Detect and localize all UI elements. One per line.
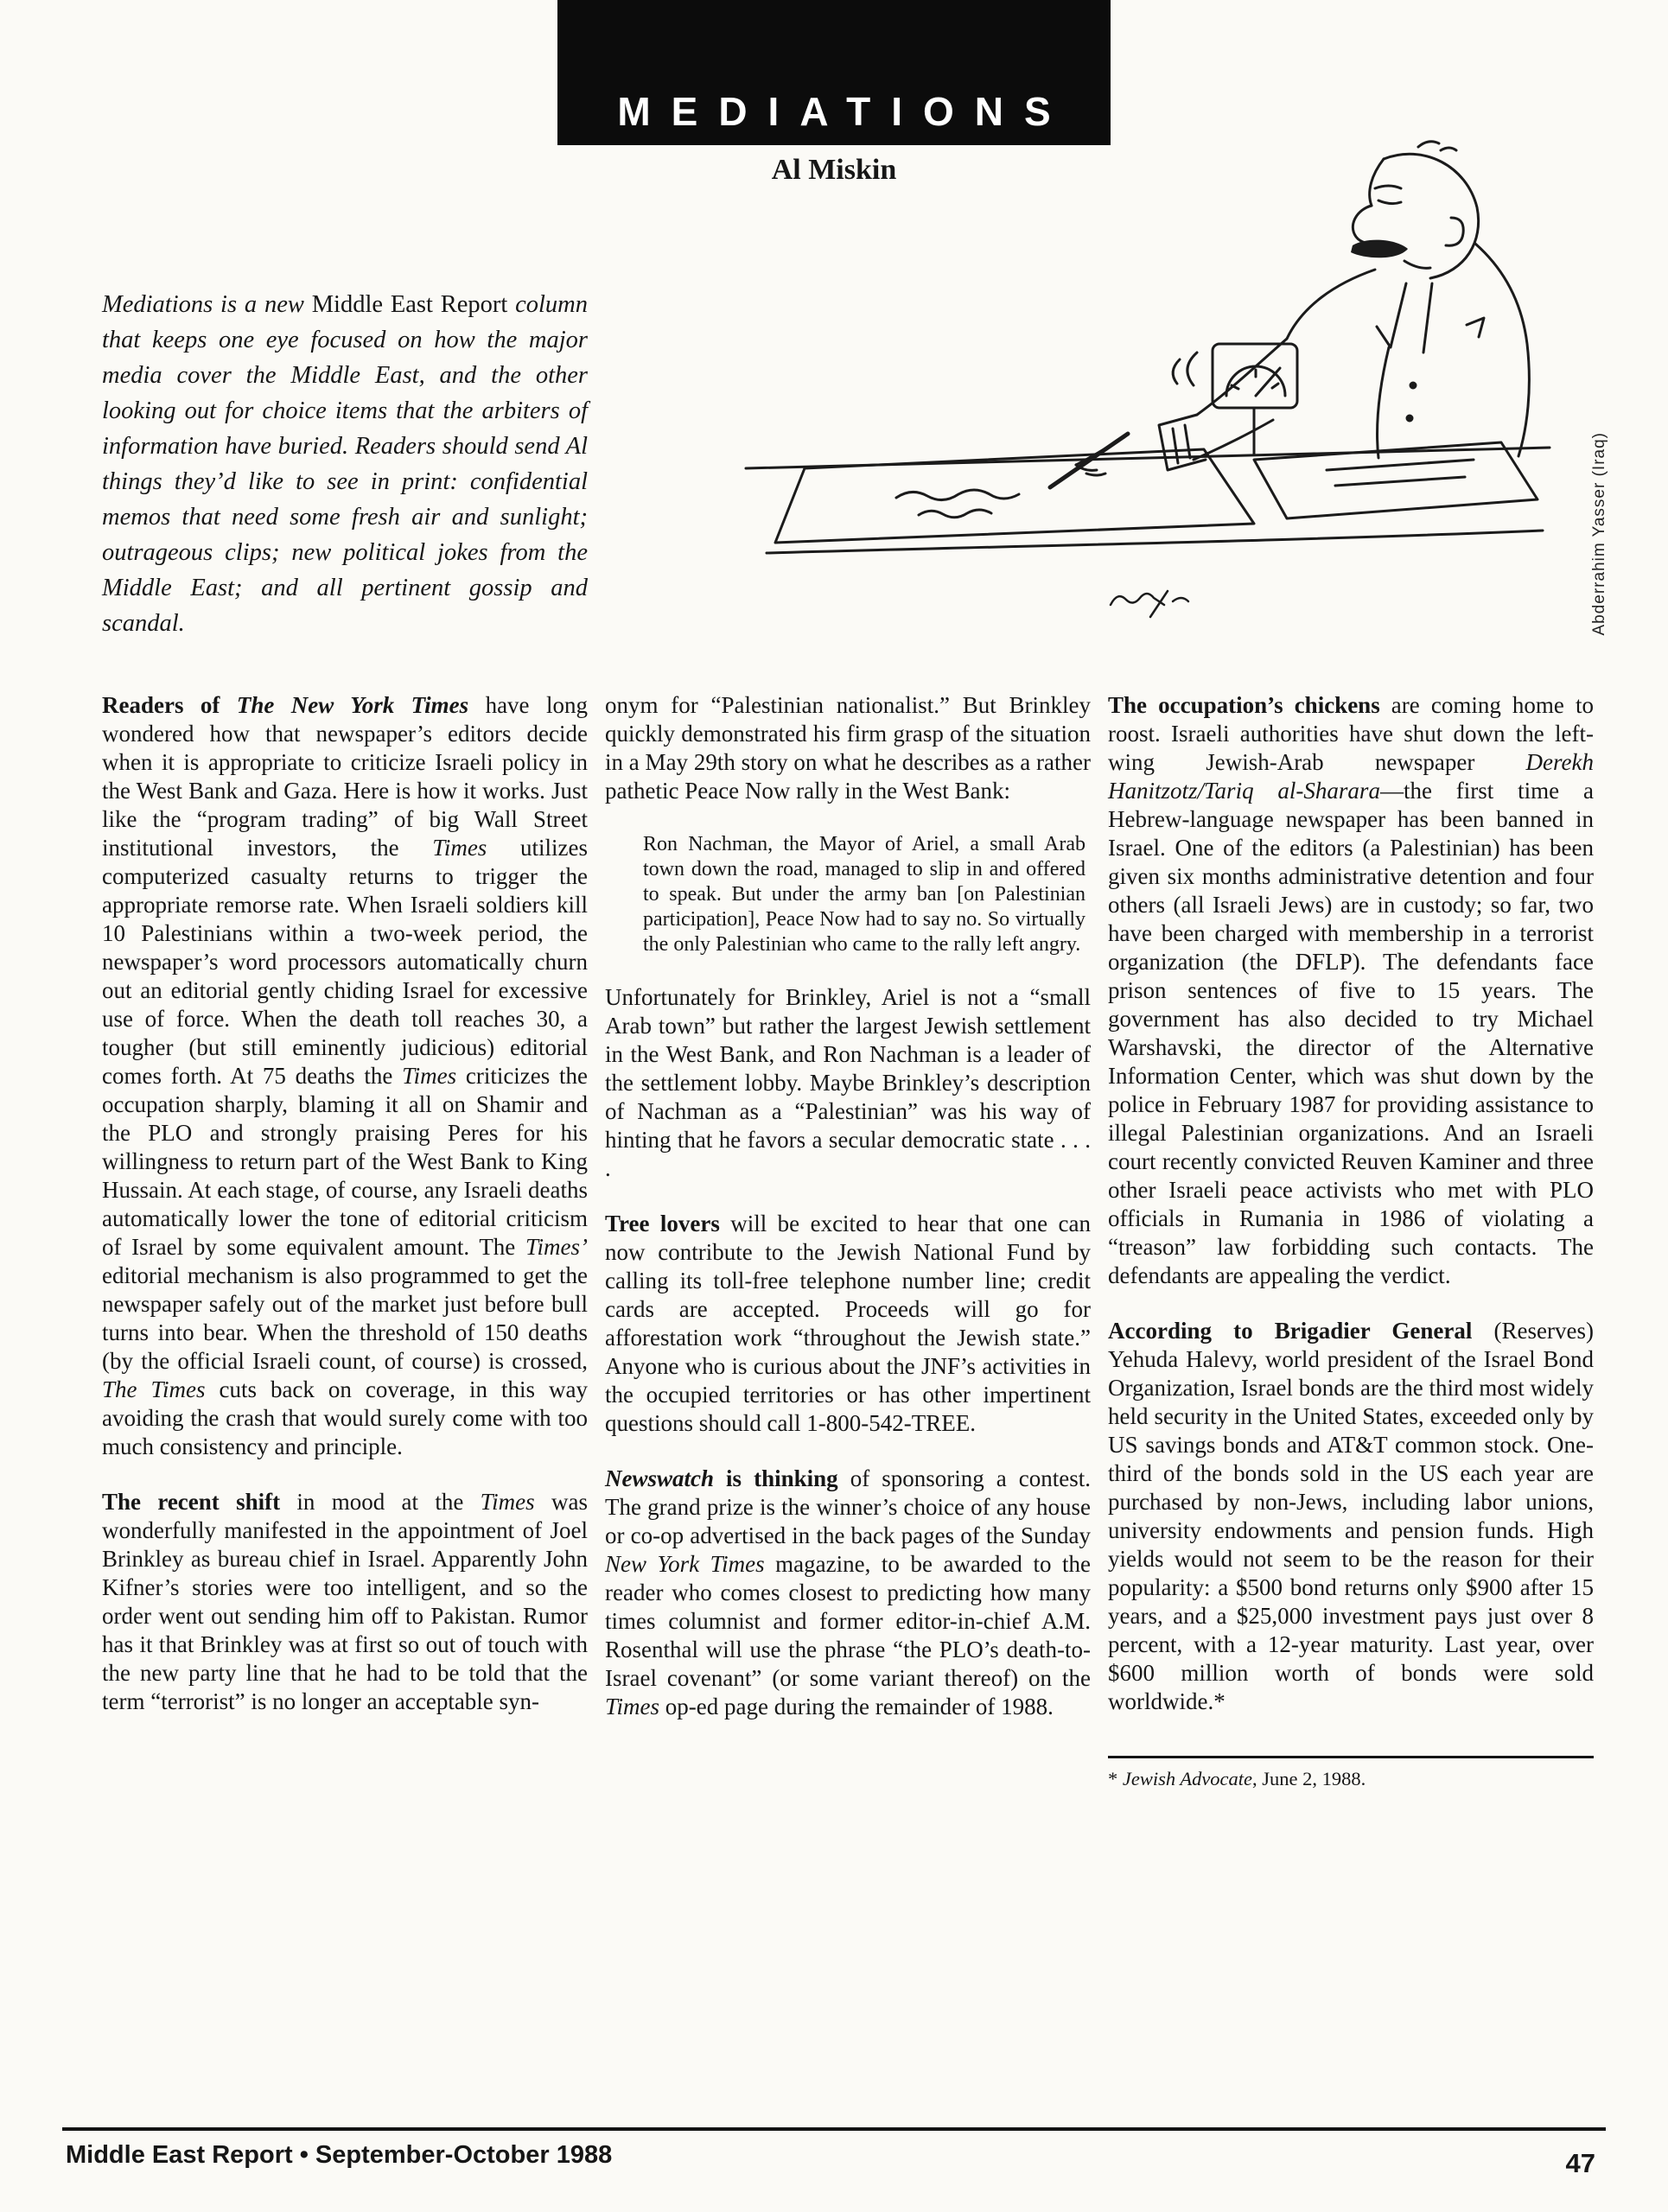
intro-paragraph: Mediations is a new Middle East Report column that keeps one eye focused on how the major media cover the Middle East, and the other looking out for choice items that the arbiters of information have buried. Readers should send Al things they’d like to see in print: confidential memos that need some fresh air and sunlight; outrageous clips; new political jokes from the Middle East; and all pertinent gossip and scandal. <box>102 291 589 637</box>
paragraph: Unfortunately for Brinkley, Ariel is not a “small Arab town” but rather the largest Jewish settlement in the West Bank, and Ron Nachman is a leader of the settlement lobby. Maybe Brinkley’s description of Nachman as a “Palestinian” was his way of hinting that he favors a secular democratic state . . . . <box>605 984 1091 1181</box>
byline: Al Miskin <box>771 154 897 186</box>
paragraph: Tree lovers will be excited to hear that one can now contribute to the Jewish National Fund by calling its toll-free telephone number line; credit cards are accepted. Proceeds will go for afforestation work “throughout the Jewish state.” Anyone who is curious about the JNF’s activities in the occupied territories or has other impertinent questions should call 1-800-542-TREE. <box>605 1211 1091 1436</box>
paragraph: The occupation’s chickens are coming home to roost. Israeli authorities have shut down the left-wing Jewish-Arab newspaper Derekh Hanitzotz/Tariq al-Sharara—the first time a Hebrew-language newspaper has been banned in Israel. One of the editors (a Palestinian) has been given six months administrative detention and four others (all Israeli Jews) are in custody; so far, two have been charged with membership in a terrorist organization (the DFLP). The defendants face prison sentences of five to 15 years. The government has also decided to try Michael Warshavski, the director of the Alternative Information Center, which was shut down by the police in February 1987 for providing assistance to illegal Palestinian organizations. And an Israeli court recently convicted Reuven Kaminer and three other Israeli peace activists who met with PLO officials in Rumania in 1986 of violating a “treason” law forbidding such contacts. The defendants are appealing the verdict. <box>1108 692 1595 1288</box>
footnote: * Jewish Advocate, June 2, 1988. <box>1108 1756 1594 1791</box>
footer-rule <box>62 2127 1606 2131</box>
paragraph: According to Brigadier General (Reserves) Yehuda Halevy, world president of the Israel Bond Organization, Israel bonds are the third most widely held security in the United States, exceeded only by US savings bonds and AT&T common stock. One-third of the bonds sold in the US each year are purchased by non-Jews, including labor unions, university endowments and pension funds. High yields would not seem to be the reason for their popularity: a $500 bond returns only $900 after 15 years, and a $25,000 investment pays just over 8 percent, with a 12-year maturity. Last year, over $600 million worth of bonds were sold worldwide.* <box>1108 1318 1595 1714</box>
paragraph: onym for “Palestinian nationalist.” But Brinkley quickly demonstrated his firm grasp of the situation in a May 29th story on what he describes as a rather pathetic Peace Now rally in the West Bank: <box>605 692 1091 804</box>
footer-journal: Middle East Report • September-October 1988 <box>66 2141 613 2169</box>
paragraph: The recent shift in mood at the Times was wonderfully manifested in the appointment of Joel Brinkley as bureau chief in Israel. Apparently John Kifner’s stories were too intelligent, and so the order went out sending him off to Pakistan. Rumor has it that Brinkley was at first so out of touch with the new party line that he had to be told that the term “terrorist” is no longer an acceptable syn- <box>102 1489 588 1714</box>
paragraph: Newswatch is thinking of sponsoring a contest. The grand prize is the winner’s choice of any house or co-op advertised in the back pages of the Sunday New York Times magazine, to be awarded to the reader who comes closest to predicting how many times columnist and former editor-in-chief A.M. Rosenthal will use the phrase “the PLO’s death-to-Israel covenant” (or some variant thereof) on the Times op-ed page during the remainder of 1988. <box>605 1465 1091 1719</box>
column-2 <box>605 691 1091 1748</box>
block-quote: Ron Nachman, the Mayor of Ariel, a small Arab town down the road, managed to slip in and offered to speak. But under the army ban [on Palestinian participation], Peace Now had to say no. So virtually the only Palestinian who came to the rally left angry. <box>643 833 1085 956</box>
page-number: 47 <box>1565 2148 1595 2178</box>
paragraph: Readers of The New York Times have long wondered how that newspaper’s editors decide when it is appropriate to criticize Israeli policy in the West Bank and Gaza. Here is how it works. Just like the “program trading” of big Wall Street institutional investors, the Times utilizes computerized casualty returns to trigger the appropriate remorse rate. When Israeli soldiers kill 10 Palestinians within a two-week period, the newspaper’s word processors automatically churn out an editorial gently chiding Israel for excessive use of force. When the death toll reaches 30, a tougher (but still eminently judicious) editorial comes forth. At 75 deaths the Times criticizes the occupation sharply, blaming it all on Shamir and the PLO and strongly praising Peres for his willingness to return part of the West Bank to King Hussain. At each stage, of course, any Israeli deaths automatically lower the tone of editorial criticism of Israel by some equivalent amount. The Times’ editorial mechanism is also programmed to get the newspaper safely out of the market just before bull turns into bear. When the threshold of 150 deaths (by the official Israeli count, of course) is crossed, The Times cuts back on coverage, in this way avoiding the crash that would surely come with too much consistency and principle. <box>102 692 588 1459</box>
cartoon-credit: Abderrahim Yasser (Iraq) <box>1590 432 1608 636</box>
column-3 <box>1108 691 1594 1791</box>
cartoon-drawing-icon <box>644 121 1569 674</box>
editorial-cartoon <box>644 121 1569 674</box>
section-title: MEDIATIONS <box>617 89 1072 134</box>
column-1 <box>102 691 588 1743</box>
